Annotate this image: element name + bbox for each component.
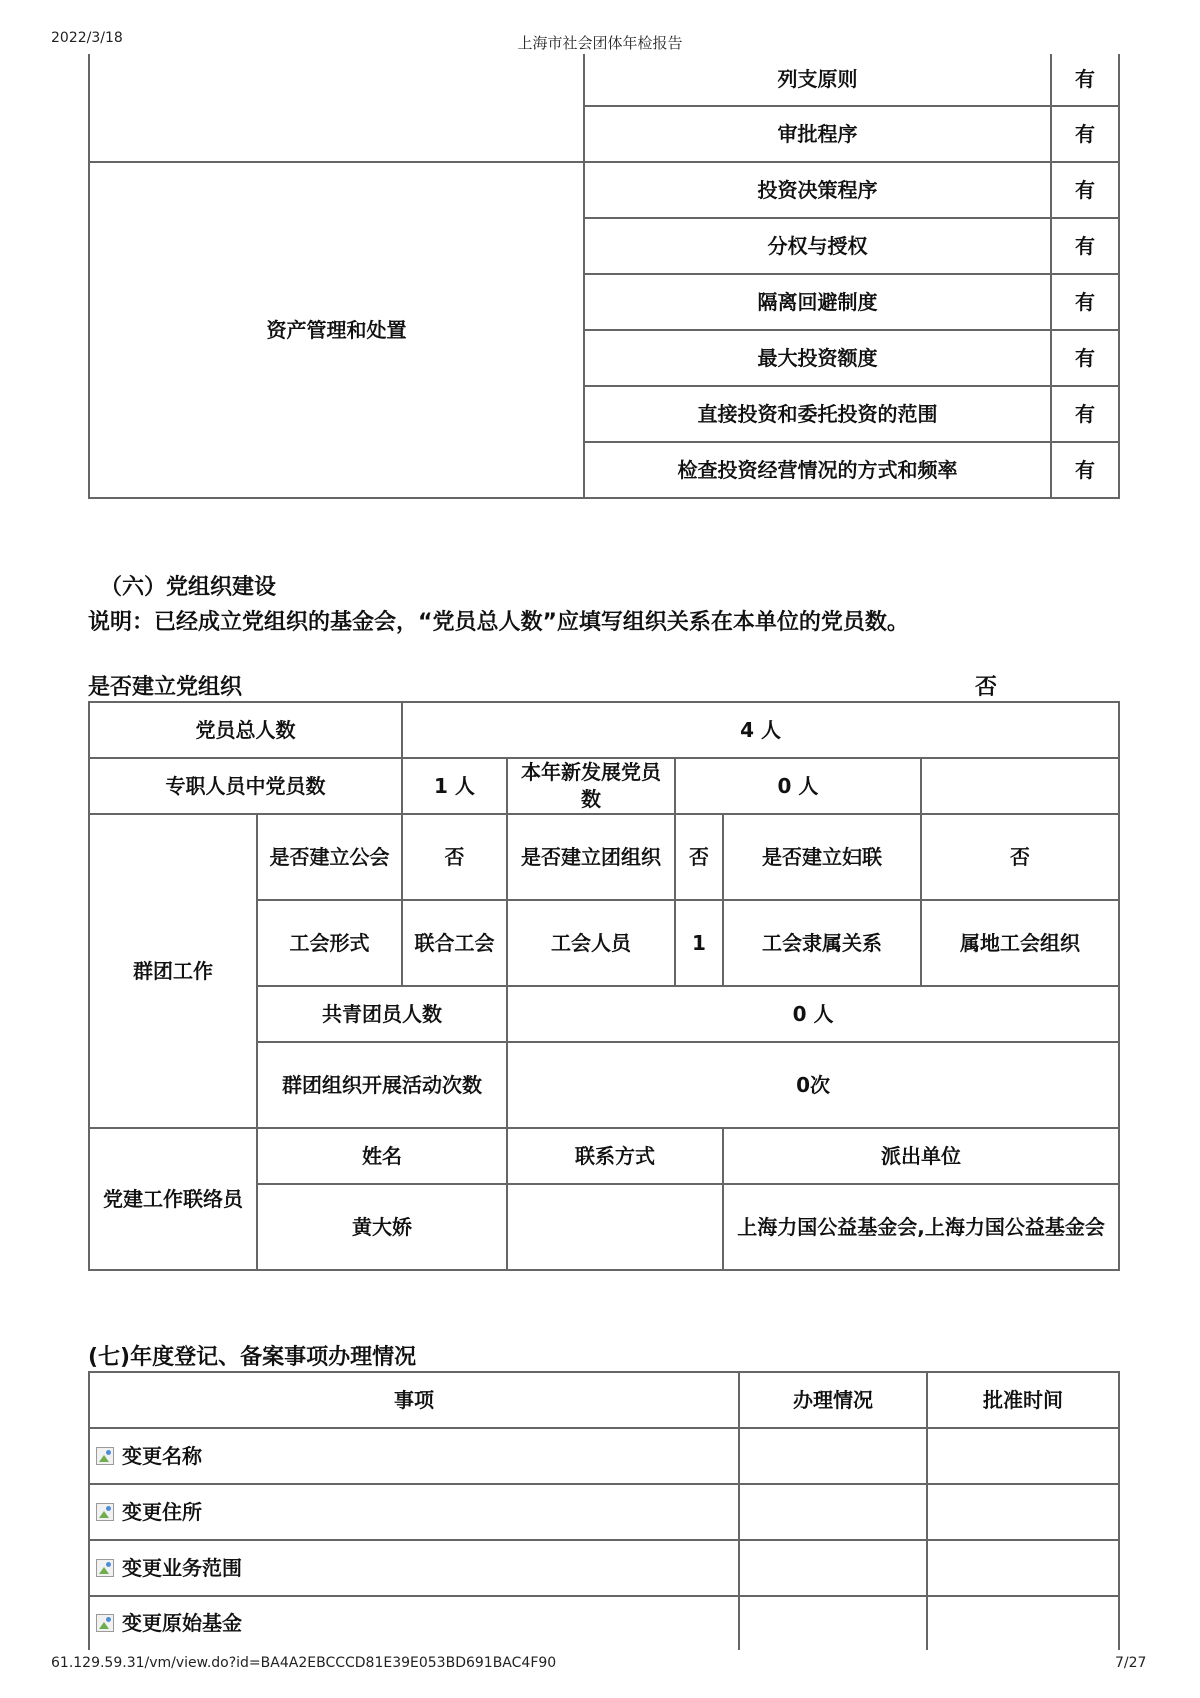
new-members-value: 0 人 <box>675 758 921 814</box>
empty-cell <box>921 758 1119 814</box>
asset-value-cell: 有 <box>1051 54 1119 106</box>
table-row <box>89 1128 1119 1184</box>
footer-page-number: 7/27 <box>1115 1655 1147 1671</box>
broken-image-icon <box>96 1614 114 1632</box>
registration-section-title: (七)年度登记、备案事项办理情况 <box>88 1345 417 1370</box>
party-section-title: （六）党组织建设 <box>100 575 277 600</box>
youth-established-label: 是否建立团组织 <box>507 814 675 900</box>
asset-value-cell: 有 <box>1051 330 1119 386</box>
broken-image-icon <box>96 1559 114 1577</box>
registration-item-label: 变更名称 <box>122 1443 202 1468</box>
liaison-contact <box>507 1184 723 1270</box>
party-established-value: 否 <box>975 675 998 700</box>
header-status: 办理情况 <box>739 1372 927 1428</box>
table-row <box>89 1372 1119 1428</box>
liaison-label: 党建工作联络员 <box>89 1128 257 1270</box>
table-row <box>89 702 1119 758</box>
registration-status-cell <box>739 1596 927 1650</box>
broken-image-icon <box>96 1447 114 1465</box>
registration-item-cell <box>89 1428 739 1484</box>
total-members-value: 4 人 <box>402 702 1119 758</box>
registration-status-cell <box>739 1484 927 1540</box>
party-section-note: 说明：已经成立党组织的基金会，“党员总人数”应填写组织关系在本单位的党员数。 <box>88 610 909 635</box>
liaison-unit: 上海力国公益基金会,上海力国公益基金会 <box>723 1184 1119 1270</box>
broken-image-icon <box>96 1503 114 1521</box>
registration-item-cell <box>89 1540 739 1596</box>
registration-item-label: 变更原始基金 <box>122 1611 242 1635</box>
union-staff-value: 1 <box>675 900 723 986</box>
asset-value-cell: 有 <box>1051 442 1119 498</box>
asset-item-cell: 分权与授权 <box>584 218 1051 274</box>
mass-work-label: 群团工作 <box>89 814 257 1128</box>
asset-value-cell: 有 <box>1051 274 1119 330</box>
registration-date-cell <box>927 1484 1119 1540</box>
fulltime-members-label: 专职人员中党员数 <box>89 758 402 814</box>
activity-count-value: 0次 <box>507 1042 1119 1128</box>
registration-item-cell <box>89 1596 739 1650</box>
registration-item-cell <box>89 1484 739 1540</box>
union-affiliation-value: 属地工会组织 <box>921 900 1119 986</box>
union-form-label: 工会形式 <box>257 900 402 986</box>
registration-item-label: 变更业务范围 <box>122 1555 242 1580</box>
liaison-name-header: 姓名 <box>257 1128 507 1184</box>
asset-item-cell: 审批程序 <box>584 106 1051 162</box>
empty-group-cell <box>89 54 584 162</box>
total-members-label: 党员总人数 <box>89 702 402 758</box>
liaison-name: 黄大娇 <box>257 1184 507 1270</box>
table-row <box>89 1596 1119 1650</box>
table-row <box>89 1484 1119 1540</box>
footer-url: 61.129.59.31/vm/view.do?id=BA4A2EBCCCD81E39E053BD691BAC4F90 <box>51 1655 557 1671</box>
youth-established-value: 否 <box>675 814 723 900</box>
header-item: 事项 <box>89 1372 739 1428</box>
header-date: 2022/3/18 <box>51 30 123 46</box>
registration-date-cell <box>927 1540 1119 1596</box>
union-staff-label: 工会人员 <box>507 900 675 986</box>
asset-management-table <box>88 54 1120 499</box>
registration-status-cell <box>739 1428 927 1484</box>
header-title: 上海市社会团体年检报告 <box>517 34 683 52</box>
asset-item-cell: 投资决策程序 <box>584 162 1051 218</box>
activity-count-label: 群团组织开展活动次数 <box>257 1042 507 1128</box>
table-row <box>89 162 1119 218</box>
asset-item-cell: 检查投资经营情况的方式和频率 <box>584 442 1051 498</box>
asset-value-cell: 有 <box>1051 218 1119 274</box>
union-form-value: 联合工会 <box>402 900 507 986</box>
asset-item-cell: 直接投资和委托投资的范围 <box>584 386 1051 442</box>
party-established-label: 是否建立党组织 <box>88 675 243 700</box>
table-row <box>89 1540 1119 1596</box>
youth-members-label: 共青团员人数 <box>257 986 507 1042</box>
asset-value-cell: 有 <box>1051 162 1119 218</box>
asset-value-cell: 有 <box>1051 386 1119 442</box>
youth-members-value: 0 人 <box>507 986 1119 1042</box>
liaison-unit-header: 派出单位 <box>723 1128 1119 1184</box>
header-date: 批准时间 <box>927 1372 1119 1428</box>
registration-item-label: 变更住所 <box>122 1499 202 1524</box>
registration-date-cell <box>927 1596 1119 1650</box>
asset-value-cell: 有 <box>1051 106 1119 162</box>
table-row <box>89 758 1119 814</box>
registration-date-cell <box>927 1428 1119 1484</box>
new-members-label: 本年新发展党员数 <box>507 758 675 814</box>
table-row <box>89 1428 1119 1484</box>
table-row <box>89 814 1119 900</box>
women-established-value: 否 <box>921 814 1119 900</box>
party-organization-table <box>88 701 1120 1271</box>
union-established-value: 否 <box>402 814 507 900</box>
registration-status-cell <box>739 1540 927 1596</box>
asset-item-cell: 列支原则 <box>584 54 1051 106</box>
women-established-label: 是否建立妇联 <box>723 814 921 900</box>
asset-group-label: 资产管理和处置 <box>89 162 584 498</box>
asset-item-cell: 隔离回避制度 <box>584 274 1051 330</box>
union-established-label: 是否建立公会 <box>257 814 402 900</box>
asset-item-cell: 最大投资额度 <box>584 330 1051 386</box>
table-row <box>89 54 1119 106</box>
union-affiliation-label: 工会隶属关系 <box>723 900 921 986</box>
registration-table <box>88 1371 1120 1650</box>
fulltime-members-value: 1 人 <box>402 758 507 814</box>
liaison-contact-header: 联系方式 <box>507 1128 723 1184</box>
